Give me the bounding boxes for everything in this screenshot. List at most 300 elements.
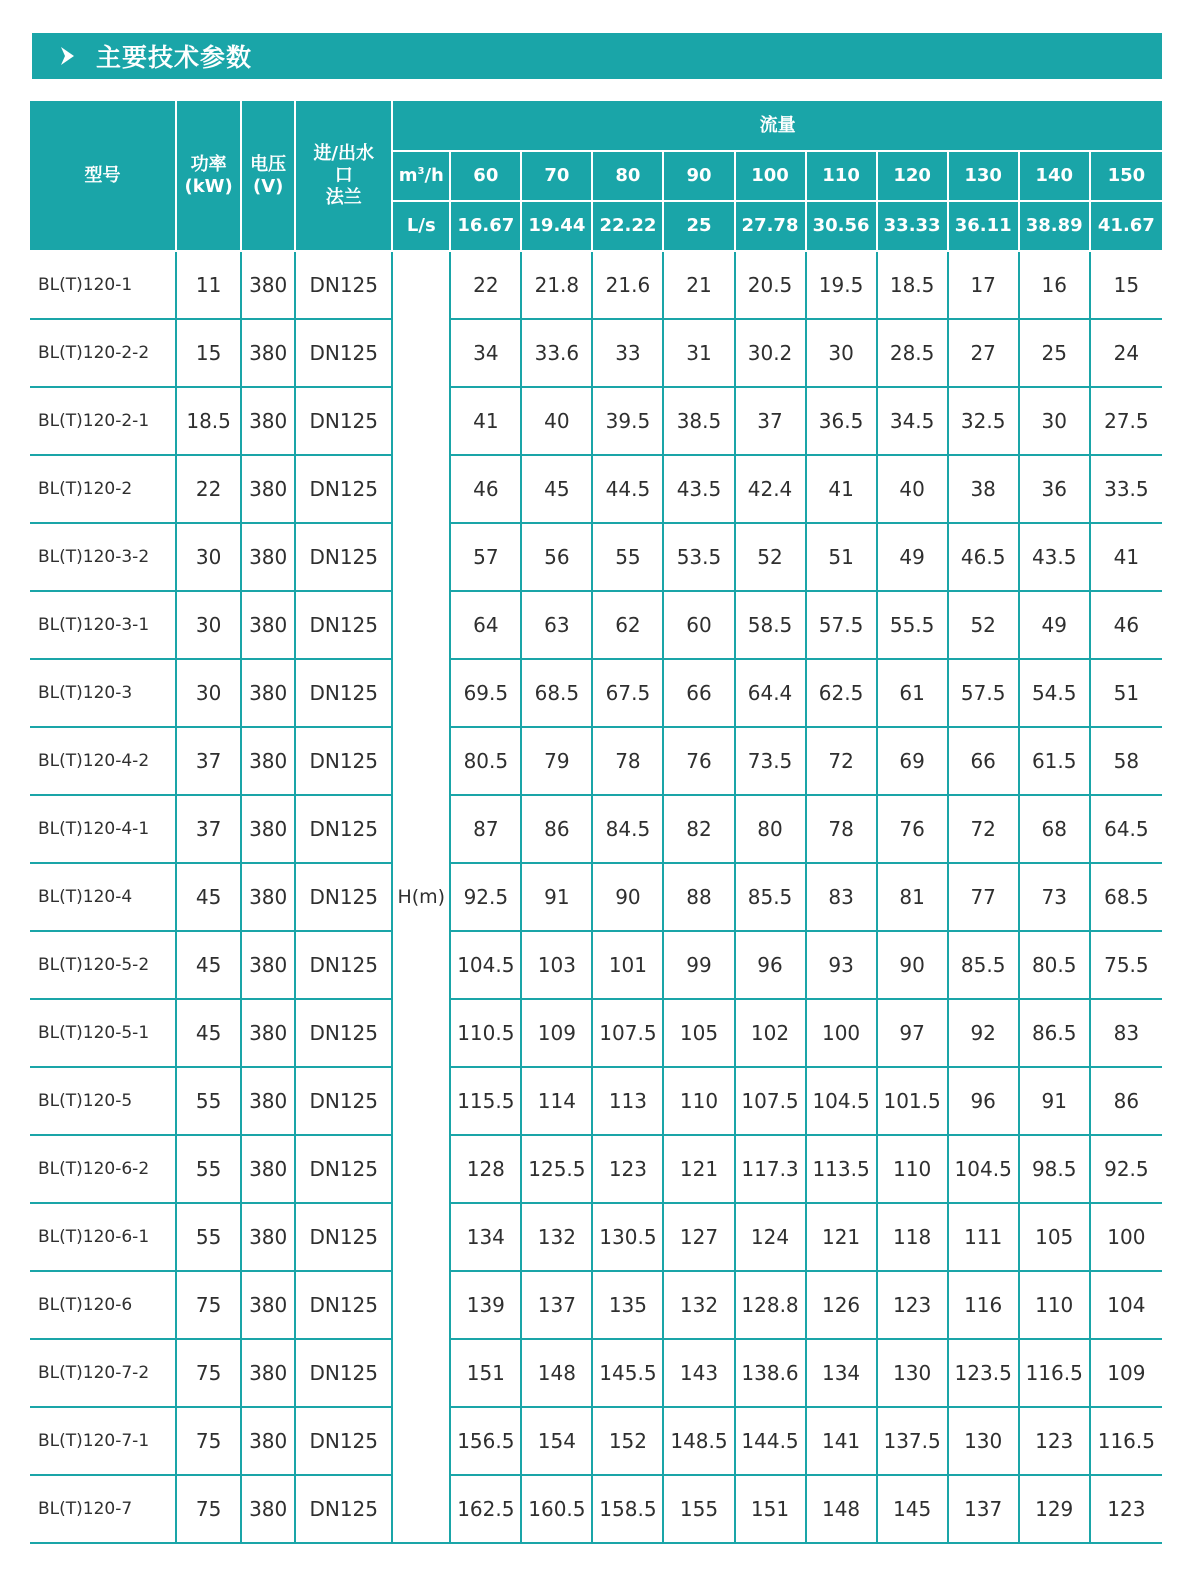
cell-head-value: 46 <box>450 455 521 523</box>
cell-head-value: 85.5 <box>735 863 806 931</box>
cell-flange: DN125 <box>295 591 392 659</box>
section-title: 主要技术参数 <box>96 43 253 72</box>
cell-head-value: 51 <box>1090 659 1162 727</box>
cell-head-value: 79 <box>521 727 592 795</box>
cell-power: 45 <box>176 999 241 1067</box>
cell-head-value: 123 <box>1090 1475 1162 1543</box>
cell-power: 75 <box>176 1407 241 1475</box>
cell-model: BL(T)120-7 <box>30 1475 176 1543</box>
cell-head-value: 30 <box>806 319 877 387</box>
cell-voltage: 380 <box>241 863 295 931</box>
cell-head-value: 80.5 <box>1019 931 1090 999</box>
cell-voltage: 380 <box>241 251 295 319</box>
header-m3h-unit: $m^3/h$ <box>392 151 450 201</box>
table-row <box>30 863 1162 931</box>
cell-head-unit: H(m) <box>392 251 450 1543</box>
cell-head-value: 44.5 <box>592 455 663 523</box>
cell-head-value: 72 <box>806 727 877 795</box>
cell-head-value: 127 <box>663 1203 734 1271</box>
cell-head-value: 148.5 <box>663 1407 734 1475</box>
cell-head-value: 137.5 <box>877 1407 948 1475</box>
cell-head-value: 78 <box>806 795 877 863</box>
cell-head-value: 114 <box>521 1067 592 1135</box>
cell-head-value: 17 <box>948 251 1019 319</box>
table-row <box>30 795 1162 863</box>
cell-head-value: 46.5 <box>948 523 1019 591</box>
cell-head-value: 68.5 <box>1090 863 1162 931</box>
cell-head-value: 118 <box>877 1203 948 1271</box>
cell-head-value: 103 <box>521 931 592 999</box>
header-flow-ls: 36.11 <box>948 201 1019 251</box>
cell-head-value: 101 <box>592 931 663 999</box>
cell-head-value: 33.5 <box>1090 455 1162 523</box>
cell-head-value: 25 <box>1019 319 1090 387</box>
cell-head-value: 134 <box>450 1203 521 1271</box>
cell-power: 37 <box>176 795 241 863</box>
cell-power: 15 <box>176 319 241 387</box>
cell-head-value: 135 <box>592 1271 663 1339</box>
cell-head-value: 52 <box>948 591 1019 659</box>
cell-head-value: 100 <box>1090 1203 1162 1271</box>
cell-head-value: 72 <box>948 795 1019 863</box>
cell-head-value: 101.5 <box>877 1067 948 1135</box>
cell-head-value: 88 <box>663 863 734 931</box>
header-model: 型号 <box>30 101 176 251</box>
cell-voltage: 380 <box>241 1271 295 1339</box>
cell-head-value: 97 <box>877 999 948 1067</box>
cell-head-value: 55 <box>592 523 663 591</box>
cell-head-value: 46 <box>1090 591 1162 659</box>
cell-head-value: 109 <box>1090 1339 1162 1407</box>
cell-head-value: 73.5 <box>735 727 806 795</box>
cell-head-value: 40 <box>877 455 948 523</box>
cell-voltage: 380 <box>241 1407 295 1475</box>
cell-head-value: 28.5 <box>877 319 948 387</box>
cell-head-value: 42.4 <box>735 455 806 523</box>
cell-power: 75 <box>176 1271 241 1339</box>
header-flow-ls: 19.44 <box>521 201 592 251</box>
cell-head-value: 104 <box>1090 1271 1162 1339</box>
cell-head-value: 130 <box>948 1407 1019 1475</box>
cell-model: BL(T)120-4 <box>30 863 176 931</box>
cell-head-value: 87 <box>450 795 521 863</box>
header-flow-m3h: 70 <box>521 151 592 201</box>
cell-head-value: 145.5 <box>592 1339 663 1407</box>
cell-head-value: 123 <box>592 1135 663 1203</box>
cell-voltage: 380 <box>241 319 295 387</box>
header-flow: 流量 <box>392 101 1162 151</box>
cell-flange: DN125 <box>295 251 392 319</box>
cell-head-value: 104.5 <box>806 1067 877 1135</box>
cell-head-value: 92.5 <box>1090 1135 1162 1203</box>
cell-head-value: 91 <box>1019 1067 1090 1135</box>
cell-head-value: 92.5 <box>450 863 521 931</box>
cell-head-value: 51 <box>806 523 877 591</box>
cell-voltage: 380 <box>241 1339 295 1407</box>
cell-head-value: 107.5 <box>735 1067 806 1135</box>
cell-head-value: 92 <box>948 999 1019 1067</box>
cell-head-value: 66 <box>948 727 1019 795</box>
cell-head-value: 31 <box>663 319 734 387</box>
cell-head-value: 137 <box>521 1271 592 1339</box>
cell-head-value: 60 <box>663 591 734 659</box>
cell-head-value: 84.5 <box>592 795 663 863</box>
table-row <box>30 1407 1162 1475</box>
cell-voltage: 380 <box>241 727 295 795</box>
cell-voltage: 380 <box>241 931 295 999</box>
cell-head-value: 32.5 <box>948 387 1019 455</box>
cell-head-value: 90 <box>877 931 948 999</box>
cell-head-value: 107.5 <box>592 999 663 1067</box>
cell-model: BL(T)120-3 <box>30 659 176 727</box>
table-row <box>30 1339 1162 1407</box>
cell-model: BL(T)120-2-1 <box>30 387 176 455</box>
cell-flange: DN125 <box>295 1407 392 1475</box>
cell-head-value: 83 <box>806 863 877 931</box>
section-title-bar <box>32 33 1162 79</box>
cell-head-value: 129 <box>1019 1475 1090 1543</box>
cell-head-value: 53.5 <box>663 523 734 591</box>
cell-head-value: 21 <box>663 251 734 319</box>
cell-head-value: 18.5 <box>877 251 948 319</box>
header-flow-ls: 25 <box>663 201 734 251</box>
cell-head-value: 121 <box>663 1135 734 1203</box>
table-row <box>30 1203 1162 1271</box>
cell-head-value: 73 <box>1019 863 1090 931</box>
cell-head-value: 123 <box>1019 1407 1090 1475</box>
cell-head-value: 105 <box>663 999 734 1067</box>
cell-head-value: 30 <box>1019 387 1090 455</box>
cell-head-value: 104.5 <box>948 1135 1019 1203</box>
cell-power: 55 <box>176 1135 241 1203</box>
cell-head-value: 54.5 <box>1019 659 1090 727</box>
cell-head-value: 158.5 <box>592 1475 663 1543</box>
cell-head-value: 34 <box>450 319 521 387</box>
cell-flange: DN125 <box>295 455 392 523</box>
header-flow-m3h: 100 <box>735 151 806 201</box>
cell-power: 45 <box>176 931 241 999</box>
cell-head-value: 117.3 <box>735 1135 806 1203</box>
cell-head-value: 124 <box>735 1203 806 1271</box>
cell-head-value: 116.5 <box>1019 1339 1090 1407</box>
table-row <box>30 1475 1162 1543</box>
cell-flange: DN125 <box>295 795 392 863</box>
cell-head-value: 62.5 <box>806 659 877 727</box>
cell-head-value: 41 <box>1090 523 1162 591</box>
cell-head-value: 15 <box>1090 251 1162 319</box>
cell-voltage: 380 <box>241 591 295 659</box>
cell-flange: DN125 <box>295 1067 392 1135</box>
cell-head-value: 132 <box>663 1271 734 1339</box>
header-flow-m3h: 120 <box>877 151 948 201</box>
cell-model: BL(T)120-6-1 <box>30 1203 176 1271</box>
cell-voltage: 380 <box>241 795 295 863</box>
cell-head-value: 58 <box>1090 727 1162 795</box>
cell-head-value: 58.5 <box>735 591 806 659</box>
cell-voltage: 380 <box>241 455 295 523</box>
cell-head-value: 148 <box>521 1339 592 1407</box>
cell-head-value: 137 <box>948 1475 1019 1543</box>
cell-head-value: 123.5 <box>948 1339 1019 1407</box>
cell-head-value: 125.5 <box>521 1135 592 1203</box>
table-row <box>30 727 1162 795</box>
cell-voltage: 380 <box>241 999 295 1067</box>
cell-head-value: 21.6 <box>592 251 663 319</box>
cell-head-value: 86 <box>1090 1067 1162 1135</box>
cell-model: BL(T)120-2 <box>30 455 176 523</box>
header-flow-m3h: 80 <box>592 151 663 201</box>
cell-head-value: 143 <box>663 1339 734 1407</box>
cell-head-value: 57.5 <box>806 591 877 659</box>
table-row <box>30 251 1162 319</box>
cell-head-value: 141 <box>806 1407 877 1475</box>
cell-head-value: 138.6 <box>735 1339 806 1407</box>
cell-model: BL(T)120-5-2 <box>30 931 176 999</box>
cell-head-value: 139 <box>450 1271 521 1339</box>
cell-head-value: 109 <box>521 999 592 1067</box>
cell-head-value: 63 <box>521 591 592 659</box>
cell-head-value: 110 <box>1019 1271 1090 1339</box>
cell-voltage: 380 <box>241 387 295 455</box>
cell-head-value: 78 <box>592 727 663 795</box>
cell-head-value: 69.5 <box>450 659 521 727</box>
cell-head-value: 96 <box>948 1067 1019 1135</box>
header-flow-m3h: 90 <box>663 151 734 201</box>
cell-head-value: 130.5 <box>592 1203 663 1271</box>
cell-head-value: 38.5 <box>663 387 734 455</box>
cell-model: BL(T)120-3-1 <box>30 591 176 659</box>
cell-head-value: 99 <box>663 931 734 999</box>
cell-head-value: 64.5 <box>1090 795 1162 863</box>
cell-voltage: 380 <box>241 523 295 591</box>
table-row <box>30 999 1162 1067</box>
cell-model: BL(T)120-7-1 <box>30 1407 176 1475</box>
cell-head-value: 100 <box>806 999 877 1067</box>
cell-head-value: 121 <box>806 1203 877 1271</box>
table-row <box>30 319 1162 387</box>
cell-head-value: 40 <box>521 387 592 455</box>
cell-head-value: 38 <box>948 455 1019 523</box>
header-flow-m3h: 110 <box>806 151 877 201</box>
cell-head-value: 162.5 <box>450 1475 521 1543</box>
table-row <box>30 1271 1162 1339</box>
cell-head-value: 110 <box>877 1135 948 1203</box>
cell-model: BL(T)120-1 <box>30 251 176 319</box>
cell-flange: DN125 <box>295 319 392 387</box>
cell-head-value: 116 <box>948 1271 1019 1339</box>
cell-head-value: 57 <box>450 523 521 591</box>
cell-head-value: 155 <box>663 1475 734 1543</box>
header-flow-m3h: 150 <box>1090 151 1162 201</box>
spec-table <box>30 101 1162 1544</box>
cell-power: 11 <box>176 251 241 319</box>
cell-head-value: 81 <box>877 863 948 931</box>
table-row <box>30 1135 1162 1203</box>
cell-head-value: 68.5 <box>521 659 592 727</box>
cell-head-value: 113 <box>592 1067 663 1135</box>
cell-voltage: 380 <box>241 1475 295 1543</box>
cell-power: 37 <box>176 727 241 795</box>
cell-head-value: 102 <box>735 999 806 1067</box>
cell-head-value: 148 <box>806 1475 877 1543</box>
cell-head-value: 144.5 <box>735 1407 806 1475</box>
cell-head-value: 82 <box>663 795 734 863</box>
cell-head-value: 21.8 <box>521 251 592 319</box>
cell-head-value: 49 <box>877 523 948 591</box>
cell-model: BL(T)120-6-2 <box>30 1135 176 1203</box>
table-row <box>30 523 1162 591</box>
header-flow-ls: 16.67 <box>450 201 521 251</box>
cell-flange: DN125 <box>295 659 392 727</box>
cell-flange: DN125 <box>295 999 392 1067</box>
header-flow-ls: 22.22 <box>592 201 663 251</box>
header-flow-ls: 30.56 <box>806 201 877 251</box>
cell-head-value: 27 <box>948 319 1019 387</box>
header-flow-ls: 33.33 <box>877 201 948 251</box>
cell-head-value: 134 <box>806 1339 877 1407</box>
table-row <box>30 387 1162 455</box>
cell-head-value: 111 <box>948 1203 1019 1271</box>
cell-model: BL(T)120-5 <box>30 1067 176 1135</box>
cell-head-value: 116.5 <box>1090 1407 1162 1475</box>
cell-flange: DN125 <box>295 1475 392 1543</box>
cell-head-value: 20.5 <box>735 251 806 319</box>
cell-head-value: 110 <box>663 1067 734 1135</box>
cell-head-value: 36.5 <box>806 387 877 455</box>
cell-head-value: 145 <box>877 1475 948 1543</box>
cell-head-value: 41 <box>450 387 521 455</box>
cell-head-value: 132 <box>521 1203 592 1271</box>
cell-head-value: 62 <box>592 591 663 659</box>
cell-head-value: 98.5 <box>1019 1135 1090 1203</box>
header-flow-ls: 41.67 <box>1090 201 1162 251</box>
cell-head-value: 76 <box>877 795 948 863</box>
cell-power: 75 <box>176 1475 241 1543</box>
cell-flange: DN125 <box>295 1339 392 1407</box>
cell-head-value: 90 <box>592 863 663 931</box>
cell-power: 30 <box>176 591 241 659</box>
cell-head-value: 61.5 <box>1019 727 1090 795</box>
cell-head-value: 152 <box>592 1407 663 1475</box>
cell-flange: DN125 <box>295 1271 392 1339</box>
cell-head-value: 154 <box>521 1407 592 1475</box>
cell-head-value: 57.5 <box>948 659 1019 727</box>
cell-flange: DN125 <box>295 727 392 795</box>
cell-head-value: 151 <box>450 1339 521 1407</box>
cell-head-value: 123 <box>877 1271 948 1339</box>
cell-head-value: 115.5 <box>450 1067 521 1135</box>
cell-flange: DN125 <box>295 931 392 999</box>
cell-head-value: 80 <box>735 795 806 863</box>
cell-head-value: 66 <box>663 659 734 727</box>
cell-head-value: 113.5 <box>806 1135 877 1203</box>
cell-model: BL(T)120-3-2 <box>30 523 176 591</box>
cell-head-value: 43.5 <box>1019 523 1090 591</box>
table-row <box>30 659 1162 727</box>
cell-voltage: 380 <box>241 659 295 727</box>
header-flow-m3h: 130 <box>948 151 1019 201</box>
cell-head-value: 45 <box>521 455 592 523</box>
cell-power: 30 <box>176 659 241 727</box>
cell-head-value: 151 <box>735 1475 806 1543</box>
cell-head-value: 160.5 <box>521 1475 592 1543</box>
cell-head-value: 33 <box>592 319 663 387</box>
cell-power: 75 <box>176 1339 241 1407</box>
cell-flange: DN125 <box>295 387 392 455</box>
chevron-right-icon <box>56 33 86 79</box>
cell-head-value: 80.5 <box>450 727 521 795</box>
cell-model: BL(T)120-7-2 <box>30 1339 176 1407</box>
cell-head-value: 67.5 <box>592 659 663 727</box>
cell-head-value: 61 <box>877 659 948 727</box>
cell-head-value: 49 <box>1019 591 1090 659</box>
header-flow-m3h: 140 <box>1019 151 1090 201</box>
cell-head-value: 24 <box>1090 319 1162 387</box>
cell-model: BL(T)120-4-1 <box>30 795 176 863</box>
cell-head-value: 68 <box>1019 795 1090 863</box>
table-row <box>30 1067 1162 1135</box>
cell-head-value: 36 <box>1019 455 1090 523</box>
cell-model: BL(T)120-6 <box>30 1271 176 1339</box>
cell-head-value: 105 <box>1019 1203 1090 1271</box>
table-row <box>30 591 1162 659</box>
cell-head-value: 104.5 <box>450 931 521 999</box>
header-power: 功率 (kW) <box>176 101 241 251</box>
cell-head-value: 16 <box>1019 251 1090 319</box>
cell-head-value: 64 <box>450 591 521 659</box>
cell-head-value: 22 <box>450 251 521 319</box>
cell-head-value: 93 <box>806 931 877 999</box>
cell-power: 55 <box>176 1067 241 1135</box>
cell-head-value: 69 <box>877 727 948 795</box>
header-ls-unit: L/s <box>392 201 450 251</box>
cell-power: 45 <box>176 863 241 931</box>
cell-head-value: 96 <box>735 931 806 999</box>
cell-head-value: 52 <box>735 523 806 591</box>
cell-head-value: 39.5 <box>592 387 663 455</box>
cell-head-value: 34.5 <box>877 387 948 455</box>
cell-head-value: 19.5 <box>806 251 877 319</box>
cell-head-value: 33.6 <box>521 319 592 387</box>
cell-voltage: 380 <box>241 1067 295 1135</box>
cell-model: BL(T)120-5-1 <box>30 999 176 1067</box>
cell-flange: DN125 <box>295 1135 392 1203</box>
cell-flange: DN125 <box>295 863 392 931</box>
cell-head-value: 126 <box>806 1271 877 1339</box>
cell-power: 22 <box>176 455 241 523</box>
cell-head-value: 86 <box>521 795 592 863</box>
cell-flange: DN125 <box>295 523 392 591</box>
header-flow-ls: 38.89 <box>1019 201 1090 251</box>
cell-head-value: 91 <box>521 863 592 931</box>
cell-head-value: 85.5 <box>948 931 1019 999</box>
header-flange: 进/出水 口 法兰 <box>295 101 392 251</box>
cell-head-value: 55.5 <box>877 591 948 659</box>
cell-power: 18.5 <box>176 387 241 455</box>
cell-head-value: 110.5 <box>450 999 521 1067</box>
cell-head-value: 37 <box>735 387 806 455</box>
cell-head-value: 86.5 <box>1019 999 1090 1067</box>
cell-head-value: 130 <box>877 1339 948 1407</box>
header-voltage: 电压 (V) <box>241 101 295 251</box>
cell-voltage: 380 <box>241 1203 295 1271</box>
cell-head-value: 156.5 <box>450 1407 521 1475</box>
cell-head-value: 56 <box>521 523 592 591</box>
cell-head-value: 128.8 <box>735 1271 806 1339</box>
cell-head-value: 128 <box>450 1135 521 1203</box>
table-row <box>30 931 1162 999</box>
cell-head-value: 83 <box>1090 999 1162 1067</box>
